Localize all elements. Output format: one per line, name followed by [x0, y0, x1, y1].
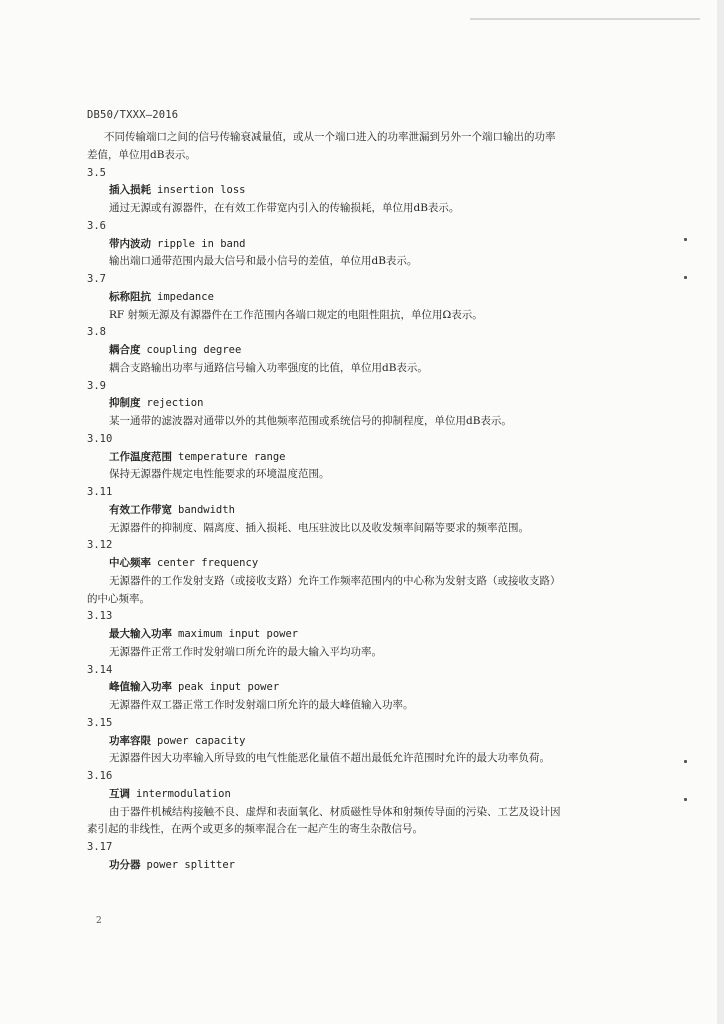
- term-definition: 无源器件双工器正常工作时发射端口所允许的最大峰值输入功率。: [109, 699, 414, 711]
- document-code: DB50/TXXX—2016: [87, 109, 179, 121]
- term-chinese: 功率容限: [109, 734, 151, 747]
- term-definition: 无源器件因大功率输入所导致的电气性能恶化量值不超出最低允许范围时允许的最大功率负荷。: [109, 752, 550, 765]
- section-number: 3.6: [87, 219, 106, 232]
- term-chinese: 抑制度: [109, 397, 141, 410]
- section-number: 3.16: [87, 770, 113, 782]
- term-chinese: 中心频率: [109, 557, 151, 569]
- section-number: 3.9: [87, 379, 106, 392]
- term-chinese: 峰值输入功率: [109, 681, 172, 694]
- section-number: 3.7: [87, 273, 106, 285]
- scan-dot: [684, 760, 687, 763]
- term-heading: [87, 343, 647, 358]
- term-chinese: 最大输入功率: [109, 628, 172, 640]
- term-chinese: 功分器: [109, 858, 141, 871]
- term-heading: [87, 680, 647, 695]
- term-english: power capacity: [157, 734, 246, 747]
- scan-dot: [684, 276, 687, 279]
- term-definition: 的中心频率。: [87, 592, 150, 605]
- term-english: power splitter: [146, 858, 236, 871]
- term-chinese: 耦合度: [109, 344, 141, 356]
- term-english: bandwidth: [178, 503, 235, 516]
- term-chinese: 插入损耗: [109, 184, 151, 197]
- term-definition: 无源器件的工作发射支路（或接收支路）允许工作频率范围内的中心称为发射支路（或接收支路）: [109, 574, 561, 587]
- section-number: 3.12: [87, 539, 113, 552]
- term-english: center frequency: [157, 557, 259, 569]
- term-heading: [87, 734, 647, 749]
- section-number: 3.17: [87, 841, 113, 853]
- term-definition: 输出端口通带范围内最大信号和最小信号的差值，单位用dB表示。: [109, 255, 418, 268]
- term-definition: 无源器件正常工作时发射端口所允许的最大输入平均功率。: [109, 645, 382, 658]
- term-heading: [87, 450, 647, 465]
- scan-top-rule: [470, 18, 700, 20]
- term-definition: 由于器件机械结构接触不良、虚焊和表面氧化、材质磁性导体和射频传导面的污染、工艺及设计因: [109, 805, 561, 818]
- term-definition: 耦合支路输出功率与通路信号输入功率强度的比值，单位用dB表示。: [109, 361, 428, 374]
- term-heading: [87, 787, 647, 802]
- section-number: 3.10: [87, 432, 113, 445]
- term-chinese: 互调: [109, 787, 130, 800]
- term-english: coupling degree: [146, 344, 242, 356]
- term-english: impedance: [157, 290, 214, 303]
- scan-dot: [684, 238, 687, 241]
- term-heading: [87, 858, 647, 873]
- section-number: 3.15: [87, 716, 113, 729]
- scan-right-edge: [717, 0, 724, 1024]
- section-number: 3.8: [87, 326, 106, 339]
- term-english: rejection: [146, 397, 204, 410]
- term-definition: 某一通带的滤波器对通带以外的其他频率范围或系统信号的抑制程度，单位用dB表示。: [109, 415, 512, 427]
- term-english: intermodulation: [136, 787, 231, 800]
- term-list: [87, 166, 647, 873]
- term-heading: [87, 556, 647, 571]
- term-heading: [87, 237, 647, 252]
- term-english: temperature range: [178, 450, 286, 463]
- term-definition: 无源器件的抑制度、隔离度、插入损耗、电压驻波比以及收发频率间隔等要求的频率范围。: [109, 521, 529, 534]
- intro-text: 不同传输端口之间的信号传输衰减量值，或从一个端口进入的功率泄漏到另外一个端口输出的功率: [104, 131, 556, 143]
- term-english: peak input power: [178, 681, 280, 694]
- term-english: ripple in band: [157, 237, 246, 250]
- document-body: [87, 130, 647, 876]
- term-heading: [87, 627, 647, 642]
- section-number: 3.11: [87, 486, 113, 498]
- scan-dot: [684, 798, 687, 801]
- page-number: 2: [96, 916, 102, 926]
- term-definition: 素引起的非线性，在两个或更多的频率混合在一起产生的寄生杂散信号。: [87, 823, 423, 836]
- term-chinese: 工作温度范围: [109, 450, 172, 463]
- term-chinese: 有效工作带宽: [109, 503, 172, 516]
- term-definition: RF 射频无源及有源器件在工作范围内各端口规定的电阻性阻抗，单位用Ω表示。: [109, 308, 483, 321]
- term-english: maximum input power: [178, 628, 299, 640]
- term-heading: [87, 183, 647, 198]
- term-heading: [87, 503, 647, 518]
- term-heading: [87, 396, 647, 411]
- term-english: insertion loss: [157, 184, 246, 197]
- term-chinese: 带内波动: [109, 237, 151, 250]
- term-chinese: 标称阻抗: [109, 290, 151, 303]
- section-number: 3.13: [87, 610, 113, 623]
- section-number: 3.14: [87, 663, 113, 676]
- term-definition: 保持无源器件规定电性能要求的环境温度范围。: [109, 468, 330, 481]
- term-definition: 通过无源或有源器件，在有效工作带宽内引入的传输损耗，单位用dB表示。: [109, 202, 460, 214]
- term-heading: [87, 290, 647, 305]
- section-number: 3.5: [87, 166, 106, 179]
- intro-text: 差值，单位用dB表示。: [87, 148, 196, 161]
